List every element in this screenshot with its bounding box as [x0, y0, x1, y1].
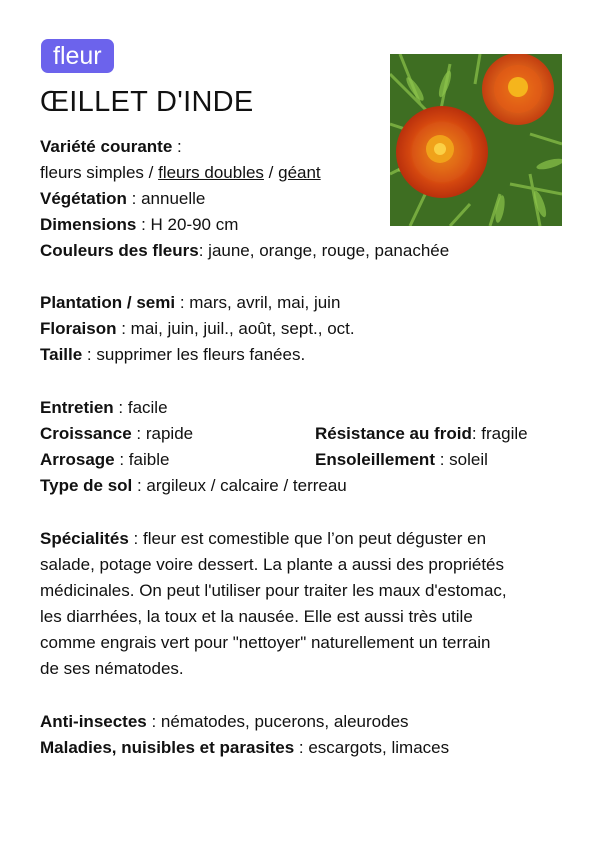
specialites-line: Spécialités : fleur est comestible que l’on peut déguster en [40, 529, 487, 548]
variete-sep: : [172, 137, 182, 156]
maladies-label: Maladies, nuisibles et parasites [40, 738, 295, 757]
marigold-photo-image [390, 54, 562, 226]
dimensions-row [40, 212, 238, 238]
antiinsectes-value: : nématodes, pucerons, aleurodes [146, 712, 409, 731]
ensoleillement-label: Ensoleillement [315, 450, 435, 469]
arrosage-value: : faible [114, 450, 170, 469]
variete-slash: / [263, 163, 279, 182]
couleurs-row [40, 238, 449, 264]
variete-geant-link[interactable]: géant [278, 163, 321, 182]
ensoleillement-cell [315, 447, 488, 473]
specialites-line: salade, potage voire dessert. La plante a aussi des propriétés [40, 555, 505, 574]
resistance-label: Résistance au froid [315, 424, 472, 443]
maladies-row [40, 735, 449, 761]
sol-label: Type de sol [40, 476, 133, 495]
sol-row [40, 473, 347, 499]
specialites-line: médicinales. On peut l'utiliser pour traiter les maux d'estomac, [40, 581, 507, 600]
specialites-paragraph [40, 526, 560, 682]
arrosage-row [40, 447, 560, 473]
variete-label: Variété courante [40, 137, 173, 156]
maladies-value: : escargots, limaces [294, 738, 450, 757]
resistance-cell [315, 421, 528, 447]
entretien-row [40, 395, 168, 421]
antiinsectes-label: Anti-insectes [40, 712, 147, 731]
specialites-line: les diarrhées, la toux et la nausée. Elle est aussi très utile [40, 607, 473, 626]
floraison-row [40, 316, 355, 342]
variete-double-link[interactable]: fleurs doubles [158, 163, 264, 182]
dimensions-label: Dimensions [40, 215, 137, 234]
specialites-label: Spécialités [40, 529, 129, 548]
taille-row [40, 342, 305, 368]
entretien-value: : facile [113, 398, 168, 417]
couleurs-value: : jaune, orange, rouge, panachée [198, 241, 450, 260]
variete-slash: / [143, 163, 159, 182]
plantation-label: Plantation / semi [40, 293, 176, 312]
variete-simple: fleurs simples [40, 163, 144, 182]
variete-values [40, 160, 321, 186]
floraison-value: : mai, juin, juil., août, sept., oct. [116, 319, 355, 338]
plantation-row [40, 290, 340, 316]
antiinsectes-row [40, 709, 409, 735]
entretien-label: Entretien [40, 398, 114, 417]
croissance-row [40, 421, 560, 447]
taille-label: Taille [40, 345, 83, 364]
arrosage-label: Arrosage [40, 450, 115, 469]
floraison-label: Floraison [40, 319, 117, 338]
marigold-photo [390, 54, 562, 226]
vegetation-value: : annuelle [126, 189, 206, 208]
category-badge: fleur [41, 39, 114, 73]
couleurs-label: Couleurs des fleurs [40, 241, 199, 260]
dimensions-value: : H 20-90 cm [136, 215, 239, 234]
specialites-line: comme engrais vert pour "nettoyer" naturellement un terrain [40, 633, 491, 652]
croissance-label: Croissance [40, 424, 132, 443]
specialites-line: de ses nématodes. [40, 659, 184, 678]
sol-value: : argileux / calcaire / terreau [132, 476, 347, 495]
ensoleillement-value: : soleil [434, 450, 488, 469]
vegetation-label: Végétation [40, 189, 127, 208]
page-title: ŒILLET D'INDE [40, 86, 254, 118]
croissance-value: : rapide [131, 424, 194, 443]
resistance-value: : fragile [471, 424, 528, 443]
plantation-value: : mars, avril, mai, juin [175, 293, 341, 312]
variete-row [40, 134, 182, 160]
vegetation-row [40, 186, 205, 212]
taille-value: : supprimer les fleurs fanées. [82, 345, 306, 364]
